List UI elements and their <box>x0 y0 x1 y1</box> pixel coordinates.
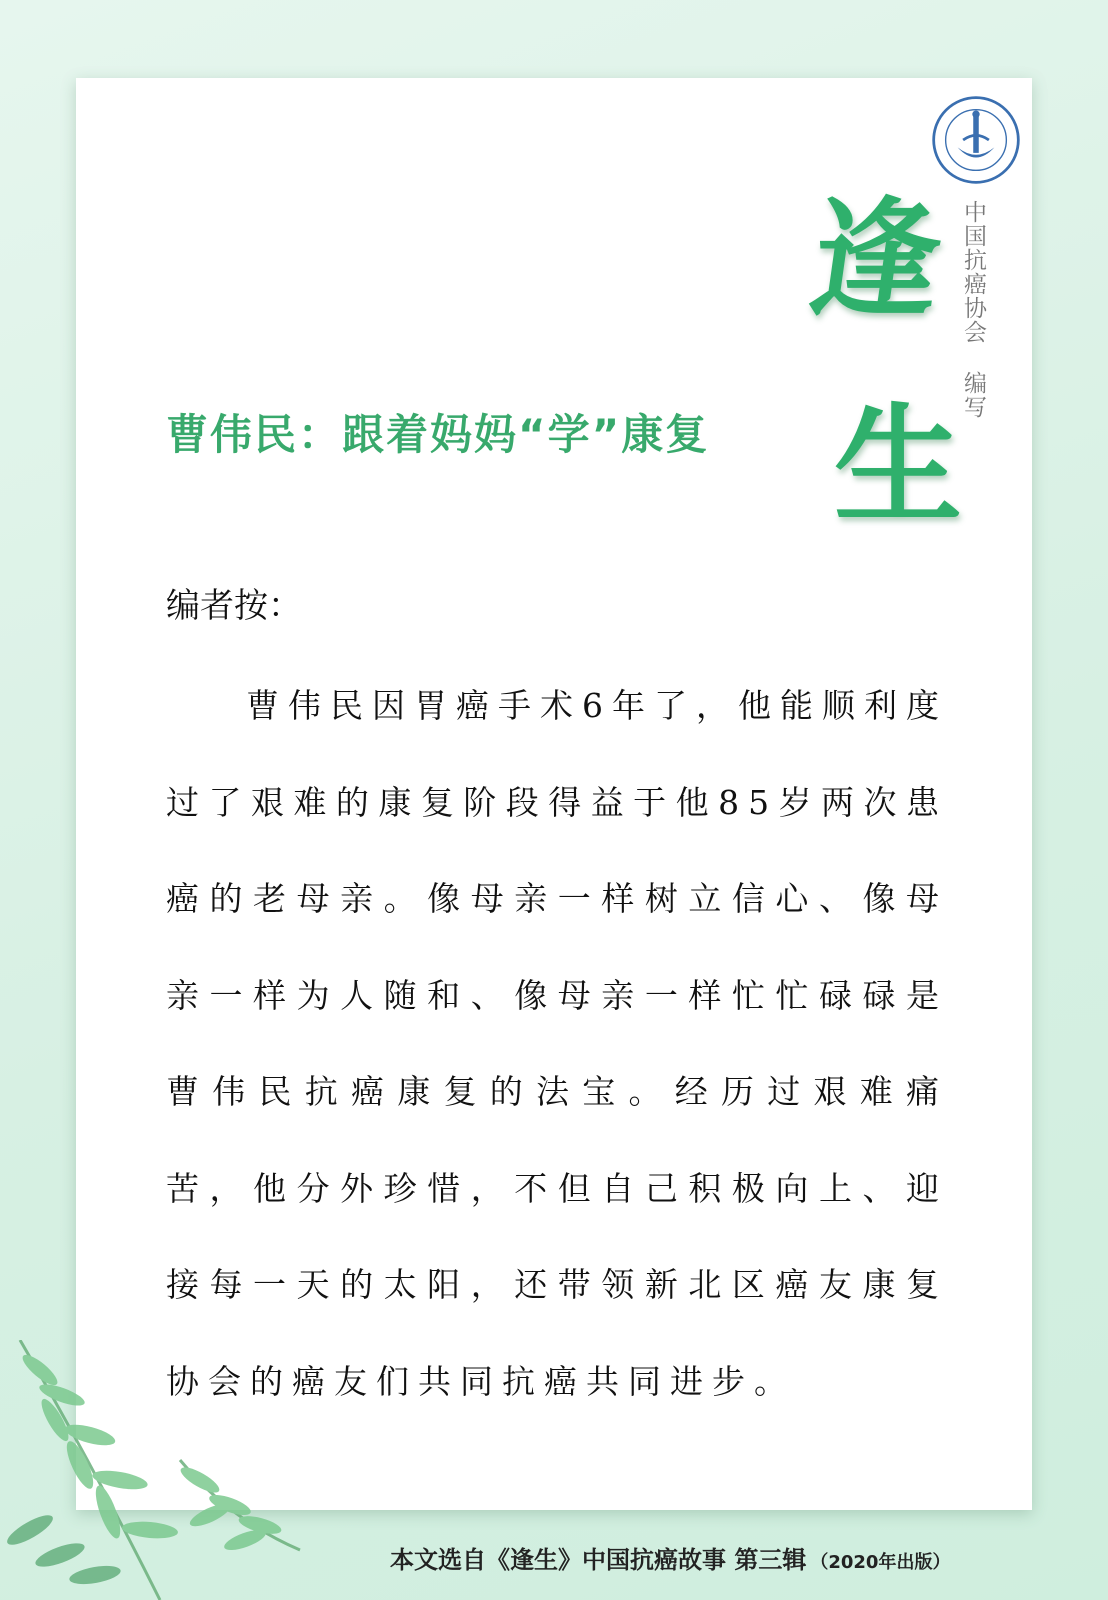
footer-year: （2020年出版） <box>810 1552 951 1573</box>
leaf-decoration-icon <box>0 1340 330 1600</box>
association-logo-icon <box>930 94 1022 186</box>
vertical-title-char-1: 逢 <box>801 185 951 335</box>
editor-note-label: 编者按： <box>166 586 302 626</box>
editor-note-body: 曹伟民因胃癌手术6年了，他能顺利度过了艰难的康复阶段得益于他85岁两次患癌的老母亲。像母亲一样树立信心、像母亲一样为人随和、像母亲一样忙忙碌碌是曹伟民抗癌康复的法宝。经历过艰难痛苦，他分外珍惜，不但自己积极向上、迎接每一天的太阳，还带领新北区癌友康复协会的癌友们共同抗癌共同进步。 <box>166 686 948 1401</box>
vertical-title-char-2: 生 <box>834 391 963 541</box>
editor-credit: 中国抗癌协会 编写 <box>960 200 986 419</box>
footer-source-text: 本文选自《逢生》中国抗癌故事 第三辑 <box>390 1546 807 1574</box>
article-title: 曹伟民：跟着妈妈“学”康复 <box>166 410 710 459</box>
footer-source <box>390 1540 1090 1575</box>
